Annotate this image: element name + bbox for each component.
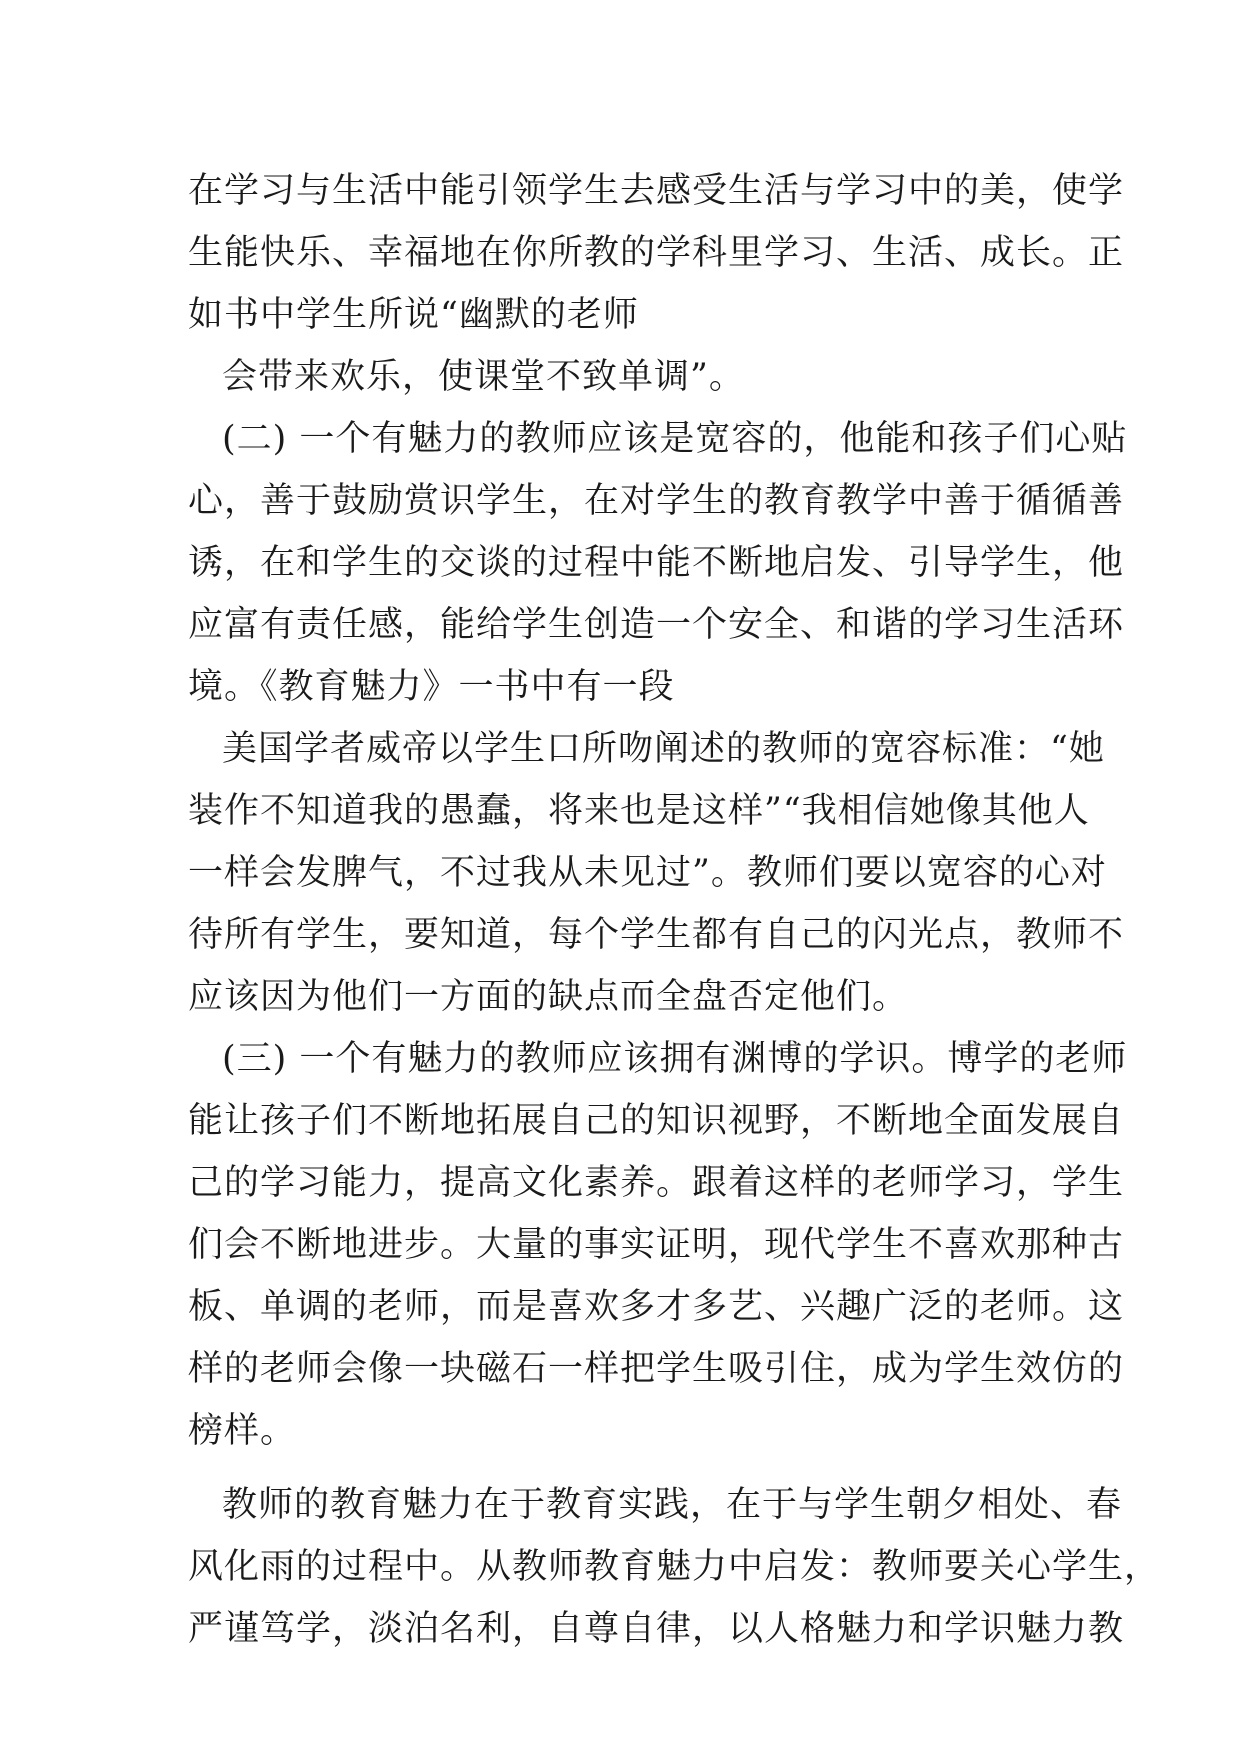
text-line: (三) 一个有魅力的教师应该拥有渊博的学识。博学的老师 (222, 1039, 1128, 1079)
text-line: 己的学习能力，提高文化素养。跟着这样的老师学习，学生 (188, 1163, 1125, 1203)
text-line: 风化雨的过程中。从教师教育魅力中启发：教师要关心学生， (188, 1547, 1161, 1587)
text-line: 榜样。 (188, 1411, 297, 1451)
text-line: 境。《教育魅力》一书中有一段 (188, 667, 675, 707)
text-line: 应富有责任感，能给学生创造一个安全、和谐的学习生活环 (188, 605, 1125, 645)
text-line: 待所有学生，要知道，每个学生都有自己的闪光点，教师不 (188, 915, 1125, 955)
text-line: 样的老师会像一块磁石一样把学生吸引住，成为学生效仿的 (188, 1349, 1125, 1389)
text-line: 装作不知道我的愚蠢，将来也是这样”“我相信她像其他人 (188, 791, 1090, 831)
text-line: 教师的教育魅力在于教育实践，在于与学生朝夕相处、春 (222, 1485, 1123, 1525)
text-line: 如书中学生所说“幽默的老师 (188, 295, 639, 335)
text-line: 一样会发脾气，不过我从未见过”。教师们要以宽容的心对 (188, 853, 1107, 893)
text-line: 能让孩子们不断地拓展自己的知识视野，不断地全面发展自 (188, 1101, 1125, 1141)
text-line: 在学习与生活中能引领学生去感受生活与学习中的美，使学 (188, 171, 1125, 211)
text-line: (二) 一个有魅力的教师应该是宽容的，他能和孩子们心贴 (222, 419, 1128, 459)
text-line: 应该因为他们一方面的缺点而全盘否定他们。 (188, 977, 909, 1017)
text-line: 们会不断地进步。大量的事实证明，现代学生不喜欢那种古 (188, 1225, 1125, 1265)
text-line: 诱，在和学生的交谈的过程中能不断地启发、引导学生，他 (188, 543, 1125, 583)
text-line: 严谨笃学，淡泊名利，自尊自律，以人格魅力和学识魅力教 (188, 1609, 1125, 1649)
text-line: 美国学者威帝以学生口所吻阐述的教师的宽容标准：“她 (222, 729, 1105, 769)
document-body (188, 160, 1161, 1660)
text-line: 心，善于鼓励赏识学生，在对学生的教育教学中善于循循善 (188, 481, 1125, 521)
text-line: 板、单调的老师，而是喜欢多才多艺、兴趣广泛的老师。这 (188, 1287, 1125, 1327)
text-line: 会带来欢乐，使课堂不致单调”。 (222, 357, 745, 397)
text-line: 生能快乐、幸福地在你所教的学科里学习、生活、成长。正 (188, 233, 1125, 273)
